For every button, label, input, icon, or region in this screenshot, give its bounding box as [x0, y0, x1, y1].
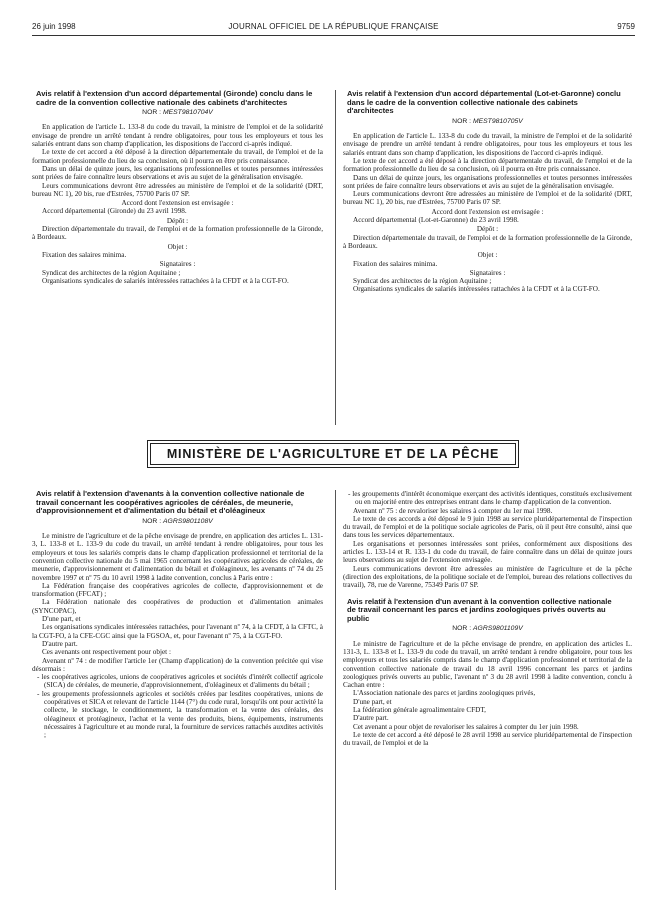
depot-label: Dépôt : — [166, 216, 189, 225]
paragraph: Ces avenants ont respectivement pour objet : — [42, 648, 171, 657]
paragraph: Leurs communications devront être adressées au ministère de l'agriculture et de la pêche (direction des exploitations, de la politique sociale et de l'emploi, bureau des relations collectives du travail), 78, rue de Varenne, 75349 Paris 07 SP. — [343, 564, 632, 590]
champ-list — [32, 673, 323, 739]
nor-line: NOR : MEST9810705V — [452, 117, 523, 125]
journal-title: JOURNAL OFFICIEL DE LA RÉPUBLIQUE FRANÇAISE — [228, 22, 439, 31]
avis-cooperatives-agricoles — [32, 490, 323, 740]
avis-title: Avis relatif à l'extension d'un accord départemental (Lot-et-Garonne) conclu dans le cadre de la convention collective nationale des cabinets d'architectes — [347, 89, 621, 116]
paragraph: Dans un délai de quinze jours, les organisations professionnelles et toutes personnes intéressées sont priées de faire connaître leurs observations et avis au sujet de la généralisation envisagée. — [343, 173, 632, 190]
paragraph: Le ministre de l'agriculture et de la pêche envisage de prendre, en application des articles L. 131-3, L. 133-8 et L. 133-9 du code du travail, un arrêté tendant à rendre obligatoire, pour tous les employeurs et tous les salariés compris dans le champ d'application professionnel et territorial de la convention collective nationale de travail du 18 avril 1996 concernant les parcs et jardins zoologiques privés ouverts au public, l'avenant nº 3 du 28 avril 1998 à ladite convention, conclu à Cachan entre : — [343, 639, 632, 690]
paragraph: D'autre part. — [353, 714, 389, 723]
paragraph: Avenant nº 74 : de modifier l'article 1er (Champ d'application) de la convention précitée qui vise désormais : — [32, 656, 323, 673]
paragraph: D'une part, et — [353, 697, 392, 706]
nor-code: AGRS9801109V — [473, 625, 523, 633]
depot-text: Direction départementale du travail, de l'emploi et de la formation professionnelle de la Gironde, à Bordeaux. — [343, 233, 632, 250]
signataire: Organisations syndicales de salariés intéressées rattachées à la CFDT et à la CGT-FO. — [353, 285, 600, 294]
signataires-label: Signataires : — [469, 268, 506, 277]
paragraph: La fédération générale agroalimentaire CFDT, — [353, 706, 486, 715]
nor-line: NOR : MEST9810704V — [142, 109, 213, 117]
paragraph: Le texte de cet accord a été déposé à la direction départementale du travail, de l'emploi et de la formation professionnelle du lieu de sa conclusion, où il pourra en être pris connaissance. — [343, 156, 632, 174]
avis-lot-et-garonne — [343, 90, 632, 294]
nor-code: AGRS9801108V — [163, 517, 213, 525]
avis-title: Avis relatif à l'extension d'avenants à la convention collective nationale de travail concernant les coopératives agricoles de céréales, de meunerie, d'approvisionnement et d'alimentation du bétail et d'oléagineux — [36, 489, 305, 516]
signataires-label: Signataires : — [159, 260, 196, 269]
paragraph: L'Association nationale des parcs et jardins zoologiques privés, — [353, 689, 536, 698]
paragraph: Leurs communications devront être adressées au ministère de l'emploi et de la solidarité (DRT, bureau NC 1), 20 bis, rue d'Estrées, 75700 Paris 07 SP. — [343, 190, 632, 207]
paragraph: Le texte de cet accord a été déposé à la direction départementale du travail, de l'emploi et de la formation professionnelle du lieu de sa conclusion, où il pourra en être pris connaissance. — [32, 148, 323, 165]
paragraph: D'une part, et — [42, 615, 81, 624]
nor-line: NOR : AGRS9801108V — [142, 517, 213, 525]
list-item: - les groupements d'intérêt économique exerçant des activités identiques, constitués exclusivement ou en majorité entre des entreprises entrant dans le champ d'application de la convention. — [355, 490, 632, 507]
accord-text: Accord départemental (Gironde) du 23 avril 1998. — [42, 207, 187, 216]
avis-title: Avis relatif à l'extension d'un avenant à la convention collective nationale de travail concernant les parcs et jardins zoologiques privés ouverts au public — [347, 596, 612, 623]
nor-line: NOR : AGRS9801109V — [452, 625, 523, 633]
paragraph: En application de l'article L. 133-8 du code du travail, la ministre de l'emploi et de la solidarité envisage de prendre un arrêté tendant à rendre obligatoires, pour tous les employeurs et tous les salariés entrant dans son champ d'application, les dispositions de l'accord ci-après indiqué. — [343, 132, 632, 157]
signataire: Syndicat des architectes de la région Aquitaine ; — [42, 268, 181, 277]
paragraph: Les organisations et personnes intéressées sont priées, conformément aux dispositions des articles L. 133-14 et R. 133-1 du code du travail, de faire connaître dans un délai de quinze jours leurs observations au sujet de l'extension envisagée. — [343, 539, 632, 565]
header-rule — [32, 35, 635, 36]
signataire: Organisations syndicales de salariés intéressées rattachées à la CFDT et à la CGT-FO. — [42, 276, 289, 285]
paragraph: Les organisations syndicales intéressées rattachées, pour l'avenant nº 74, à la CFDT, à la CFTC, à la CGT-FO, à la CFE-CGC ainsi que la FGSOA, et, pour l'avenant nº 75, à la CGT-FO. — [32, 623, 323, 640]
header-date: 26 juin 1998 — [32, 22, 76, 31]
paragraph: La Fédération française des coopératives agricoles de collecte, d'approvisionnement et de transformation (FFCAT) ; — [32, 581, 323, 599]
page-header — [32, 22, 635, 34]
paragraph: Leurs communications devront être adressées au ministère de l'emploi et de la solidarité (DRT, bureau NC 1), 20 bis, rue d'Estrées, 75700 Paris 07 SP. — [32, 181, 323, 198]
signataire: Syndicat des architectes de la région Aquitaine ; — [353, 277, 492, 286]
avis-cooperatives-suite — [343, 490, 632, 748]
paragraph: Le texte de ces accords a été déposé le 9 juin 1998 au service pluridépartemental de l'inspection du travail, de l'emploi et de la politique sociale agricoles de Paris, où il peut être consulté, ainsi que dans tous les services départementaux. — [343, 514, 632, 540]
depot-label: Dépôt : — [476, 225, 499, 234]
depot-text: Direction départementale du travail, de l'emploi et de la formation professionnelle de la Gironde, à Bordeaux. — [32, 225, 323, 242]
column-divider — [335, 90, 336, 425]
paragraph: Le ministre de l'agriculture et de la pêche envisage de prendre, en application des articles L. 131-3, L. 133-8 et L. 133-9 du code du travail, un arrêté tendant à rendre obligatoires, pour tous les employeurs et tous les salariés compris dans le champ d'application professionnel et territorial de la convention collective nationale du 5 mai 1965 concernant les coopératives agricoles de céréales, de meunerie, d'approvisionnement et d'alimentation du bétail et d'oléagineux, les avenants nº 74 du 25 novembre 1997 et nº 75 du 10 avril 1998 à ladite convention, conclus à Paris entre : — [32, 532, 323, 582]
accord-text: Accord départemental (Lot-et-Garonne) du 23 avril 1998. — [353, 216, 519, 225]
list-item: - les groupements professionnels agricoles et sociétés créées par lesdites coopératives, unions de coopératives et SICA et relevant de l'article 1144 (7°) du code rural, lorsqu'ils ont pour activité la collecte, le stockage, le conditionnement, la transformation et la vente des céréales, des oléagineux et protéagineux, l'achat et la vente des produits, biens, équipements, instruments nécessaires à l'agriculture et au monde rural, la fourniture de services rattachés auxdites activités ; — [44, 690, 323, 740]
accord-label: Accord dont l'extension est envisagée : — [121, 199, 234, 208]
paragraph: La Fédération nationale des coopératives de production et d'alimentation animales (SYNCOPAC), — [32, 598, 323, 615]
accord-label: Accord dont l'extension est envisagée : — [431, 207, 544, 216]
objet-label: Objet : — [477, 251, 498, 260]
list-item: - les coopératives agricoles, unions de coopératives agricoles et sociétés d'intérêt collectif agricole (SICA) de céréales, de meunerie, d'approvisionnement, d'oléagineux et d'aliments du bétail ; — [44, 673, 323, 690]
ministry-banner: MINISTÈRE DE L'AGRICULTURE ET DE LA PÊCHE — [147, 440, 519, 468]
paragraph: Dans un délai de quinze jours, les organisations professionnelles et toutes personnes intéressées sont priées de faire connaître leurs observations et avis au sujet de la généralisation envisagée. — [32, 164, 323, 182]
objet-text: Fixation des salaires minima. — [42, 250, 127, 259]
page-number: 9759 — [617, 22, 635, 31]
avis-title: Avis relatif à l'extension d'un accord départemental (Gironde) conclu dans le cadre de la convention collective nationale des cabinets d'architectes — [36, 89, 313, 107]
nor-code: MEST9810704V — [162, 109, 213, 117]
avis-gironde — [32, 90, 323, 285]
column-divider — [335, 490, 336, 890]
paragraph: Cet avenant a pour objet de revaloriser les salaires à compter du 1er juin 1998. — [353, 722, 579, 731]
paragraph: Avenant nº 75 : de revaloriser les salaires à compter du 1er mai 1998. — [353, 506, 553, 515]
nor-code: MEST9810705V — [472, 117, 523, 125]
paragraph: En application de l'article L. 133-8 du code du travail, la ministre de l'emploi et de la solidarité envisage de prendre un arrêté tendant à rendre obligatoires, pour tous les employeurs et tous les salariés entrant dans son champ d'application, les dispositions de l'accord ci-après indiqué. — [32, 123, 323, 149]
paragraph: Le texte de cet accord a été déposé le 28 avril 1998 au service pluridépartemental de l'inspection du travail, de l'emploi et de la — [343, 730, 632, 748]
objet-label: Objet : — [167, 242, 188, 251]
champ-list-cont — [343, 490, 632, 507]
paragraph: D'autre part. — [42, 639, 78, 648]
objet-text: Fixation des salaires minima. — [353, 259, 438, 268]
